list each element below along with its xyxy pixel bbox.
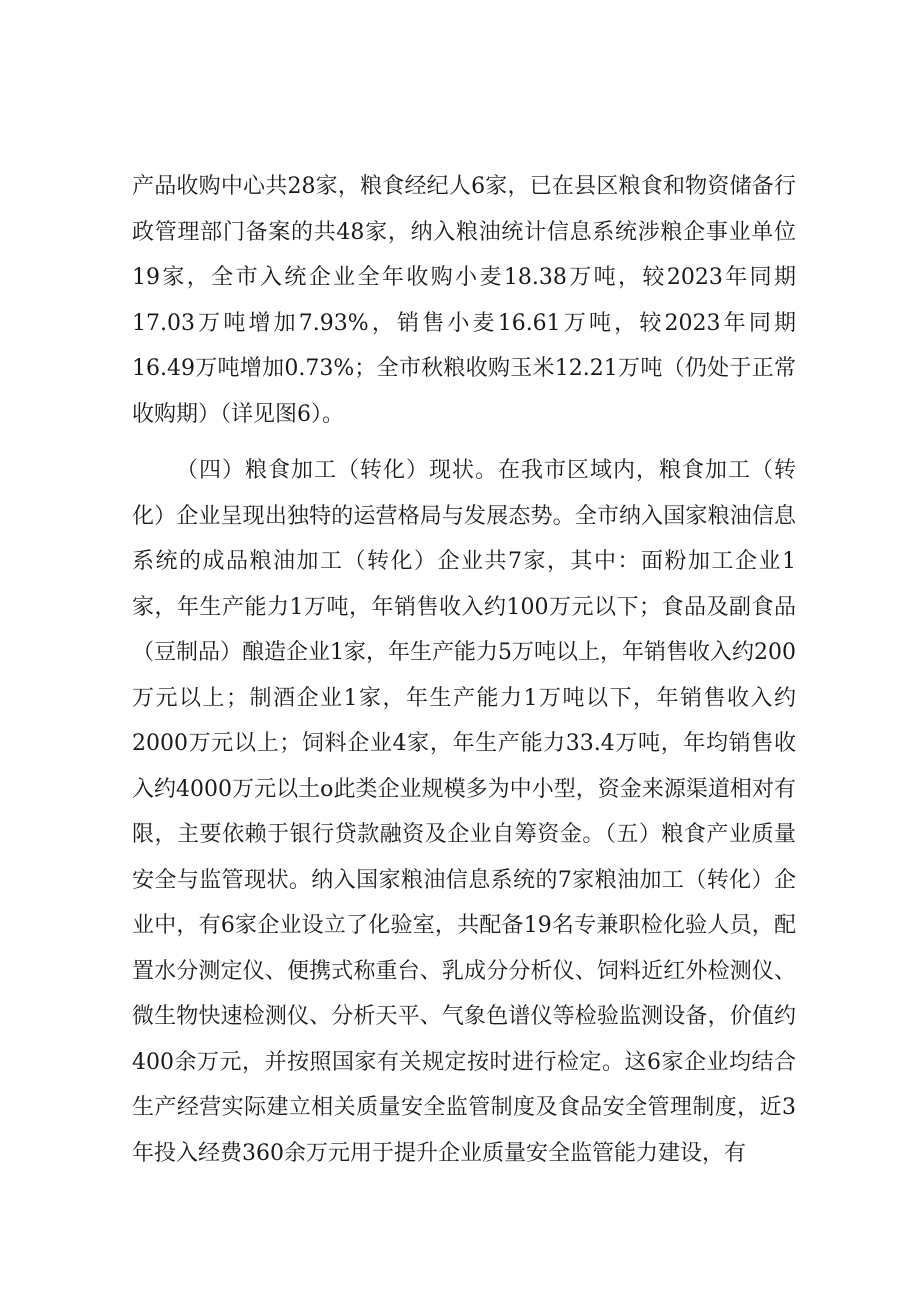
paragraph-grain-purchase: 产品收购中心共28家，粮食经纪人6家，已在县区粮食和物资储备行政管理部门备案的共48家，纳入粮油统计信息系统涉粮企事业单位19家，全市入统企业全年收购小麦18.38万吨，较2023年同期17.03万吨增加7.93%，销售小麦16.61万吨，较2023年同期16.49万吨增加0.73%；全市秋粮收购玉米12.21万吨（仍处于正常收购期）（详见图6）。 <box>132 174 796 427</box>
paragraph-grain-processing: （四）粮食加工（转化）现状。在我市区域内，粮食加工（转化）企业呈现出独特的运营格局与发展态势。全市纳入国家粮油信息系统的成品粮油加工（转化）企业共7家，其中：面粉加工企业1家，年生产能力1万吨，年销售收入约100万元以下；食品及副食品（豆制品）酿造企业1家，年生产能力5万吨以上，年销售收入约200万元以上；制酒企业1家，年生产能力1万吨以下，年销售收入约2000万元以上；饲料企业4家，年生产能力33.4万吨，年均销售收入约4000万元以土o此类企业规模多为中小型，资金来源渠道相对有限，主要依赖于银行贷款融资及企业自筹资金。（五）粮食产业质量安全与监管现状。纳入国家粮油信息系统的7家粮油加工（转化）企业中，有6家企业设立了化验室，共配备19名专兼职检化验人员，配置水分测定仪、便携式称重台、乳成分分析仪、饲料近红外检测仪、微生物快速检测仪、分析天平、气象色谱仪等检验监测设备，价值约400余万元，并按照国家有关规定按时进行检定。这6家企业均结合生产经营实际建立相关质量安全监管制度及食品安全管理制度，近3年投入经费360余万元用于提升企业质量安全监管能力建设，有 <box>132 458 796 1166</box>
paragraph-spacer <box>132 437 796 448</box>
document-body <box>132 164 796 1176</box>
